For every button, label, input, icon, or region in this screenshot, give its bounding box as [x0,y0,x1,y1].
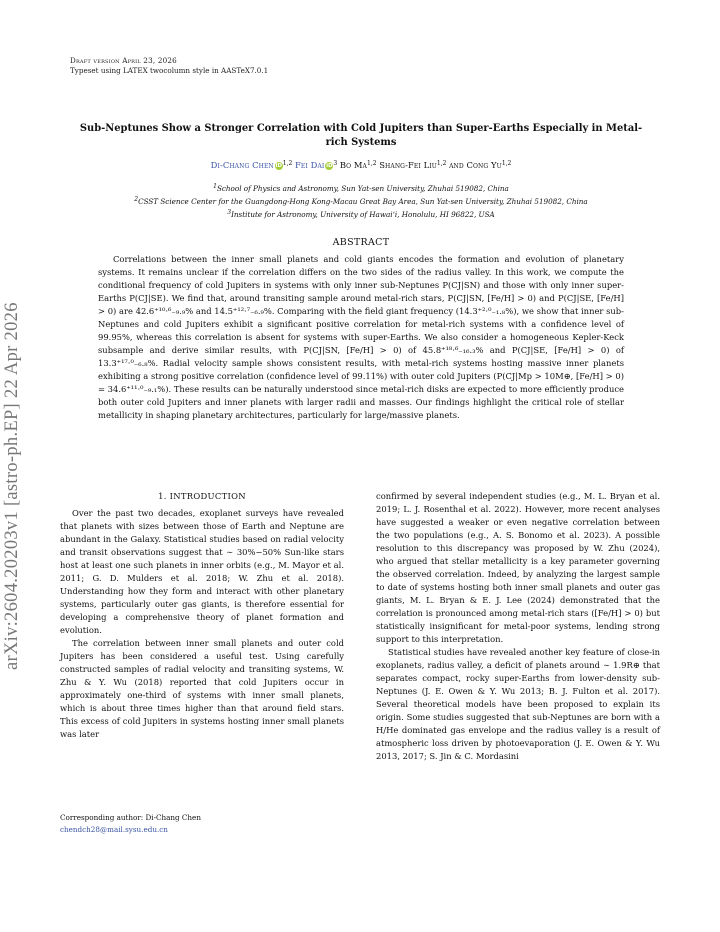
abstract-heading: ABSTRACT [332,237,390,248]
corresponding-author: Corresponding author: Di-Chang Chen [60,813,201,822]
arxiv-stamp: arXiv:2604.20203v1 [astro-ph.EP] 22 Apr 2026 [2,302,22,670]
author-affil-sup: 1,2 [282,160,293,167]
affiliation-3: $^3$Institute for Astronomy, University of Hawai‘i, Honolulu, HI 96822, USA [227,209,495,219]
author-affil-sup: 3 [333,160,338,167]
author-name[interactable]: Fei Dai [295,160,325,170]
left-column [60,507,344,741]
author-name[interactable]: Di-Chang Chen [210,160,274,170]
abstract-body [98,253,624,422]
author-affil-sup: 1,2 [436,160,447,167]
section-heading-introduction: 1. INTRODUCTION [158,491,246,501]
author-name: Bo Ma [339,160,367,170]
author-affil-sup: 1,2 [367,160,377,167]
intro-paragraph-4: Statistical studies have revealed another key feature of close-in exoplanets, radius valley, a deficit of planets around ∼ 1.9R⊕ that separates compact, rocky super-Earths from lower-density sub-Neptunes (J. E. Owen & Y. Wu 2013; B. J. Fulton et al. 2017). Several theoretical models have been proposed to explain its origin. Some studies suggested that sub-Neptunes are born with a H/He dominated gas envelope and the radius valley is a result of atmospheric loss driven by photoevaporation (J. E. Owen & Y. Wu 2013, 2017; S. Jin & C. Mordasini [376,647,660,761]
intro-paragraph-3: confirmed by several independent studies (e.g., M. L. Bryan et al. 2019; L. J. Rosenthal et al. 2022). However, more recent analyses have suggested a weaker or even negative correlation between the two populations (e.g., A. S. Bonomo et al. 2023). A possible resolution to this discrepancy was proposed by W. Zhu (2024), who argued that stellar metallicity is a key parameter governing the observed correlation. Indeed, by analyzing the largest sample to date of systems hosting both inner small planets and outer gas giants, M. L. Bryan & E. J. Lee (2024) demonstrated that the correlation is pronounced among metal-rich stars ([Fe/H] > 0) but statistically insignificant for metal-poor systems, lending strong support to this interpretation. [376,491,660,644]
orcid-icon[interactable]: iD [326,163,333,169]
abstract-text: Correlations between the inner small planets and cold giants encodes the formation and evolution of planetary systems. It remains unclear if the correlation differs on the two sides of the radius valley. In this work, we compute the conditional frequency of cold Jupiters in systems with only inner sub-Neptunes P(CJ|SN) and those with only inner super-Earths P(CJ|SE). We find that, around transiting sample around metal-rich stars, P(CJ|SN, [Fe/H] > 0) and P(CJ|SE, [Fe/H] > 0) are 42.6⁺¹⁰·⁶₋₉.₉% and 14.5⁺¹²·⁷₋₆.₉%. Comparing with the field giant frequency (14.3⁺²·⁰₋₁.₈%), we show that inner sub-Neptunes and cold Jupiters exhibit a significant positive correlation for metal-rich systems with a confidence level of 99.95%, whereas this correlation is absent for systems with super-Earths. We also consider a homogeneous Kepler-Keck subsample and derive similar results, with P(CJ|SN, [Fe/H] > 0) of 45.8⁺¹⁸·⁶₋₁₆.₃% and P(CJ|SE, [Fe/H] > 0) of 13.3⁺¹⁷·⁰₋₆.₈%. Radial velocity sample shows consistent results, with metal-rich systems hosting massive inner planets exhibiting a strong positive correlation (confidence level of 99.11%) with outer cold Jupiters (P(CJ|Mp > 10M⊕, [Fe/H] > 0) = 34.6⁺¹¹·⁰₋₉.₁%). These results can be naturally understood since metal-rich disks are expected to more efficiently produce both outer cold Jupiters and inner planets with larger radii and masses. Our findings highlight the critical role of stellar metallicity in shaping planetary architectures, particularly for large/massive planets. [98,254,624,420]
author-and: and [449,160,464,170]
intro-paragraph-2: The correlation between inner small planets and outer cold Jupiters has been considered a useful test. Using carefully constructed samples of radial velocity and transiting systems, W. Zhu & Y. Wu (2018) reported that cold Jupiters occur in approximately one-third of systems with inner small planets, which is about three times higher than that around field stars. This excess of cold Jupiters in systems hosting inner small planets was later [60,638,344,739]
author-affil-sup: 1,2 [501,160,512,167]
author-name: Shang-Fei Liu [379,160,437,170]
affiliation-2: $^2$CSST Science Center for the Guangdong-Hong Kong-Macau Great Bay Area, Sun Yat-sen University, Zhuhai 519082, China [134,196,588,206]
intro-paragraph-1: Over the past two decades, exoplanet surveys have revealed that planets with sizes between those of Earth and Neptune are abundant in the Galaxy. Statistical studies based on radial velocity and transit observations suggest that ∼ 30%−50% Sun-like stars host at least one such planets in inner orbits (e.g., M. Mayor et al. 2011; G. D. Mulders et al. 2018; W. Zhu et al. 2018). Understanding how they form and interact with other planetary systems, particularly outer gas giants, is therefore essential for developing a comprehensive theory of planet formation and evolution. [60,508,344,635]
corresponding-footnote [60,812,201,836]
typeset-note: Typeset using LATEX twocolumn style in AASTeX7.0.1 [70,66,269,75]
draft-version: Draft version April 23, 2026 [70,56,177,65]
affiliation-1: $^1$School of Physics and Astronomy, Sun Yat-sen University, Zhuhai 519082, China [213,183,509,193]
draft-header [70,56,268,76]
author-list [70,160,652,170]
paper-title: Sub-Neptunes Show a Stronger Correlation with Cold Jupiters than Super-Earths Especially in Metal-rich Systems [79,123,643,148]
author-email-link[interactable]: chendch28@mail.sysu.edu.cn [60,825,168,834]
orcid-icon[interactable]: iD [275,163,282,169]
right-column [376,490,660,763]
author-name: Cong Yu [466,160,502,170]
